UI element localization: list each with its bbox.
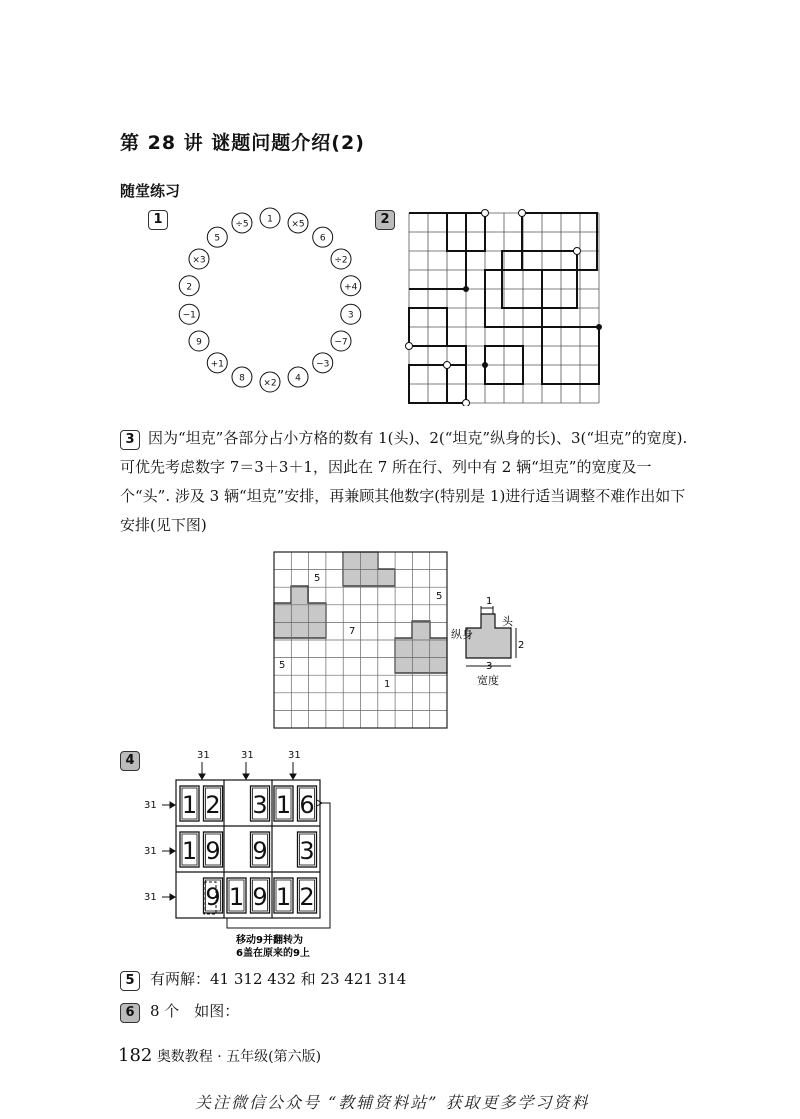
circle-number-item <box>341 276 361 296</box>
legend-side-value: 2 <box>518 640 525 651</box>
circle-number-item <box>189 249 209 269</box>
grid-puzzle-2 <box>402 206 607 406</box>
number-card <box>204 878 223 913</box>
dot-marker <box>482 362 488 368</box>
legend-bottom-value: 3 <box>486 661 493 672</box>
number-circle-diagram <box>170 205 370 395</box>
number-card <box>251 786 270 821</box>
svg-text:1: 1 <box>228 883 245 911</box>
number-card <box>274 878 293 913</box>
svg-text:−7: −7 <box>334 337 348 348</box>
circle-marker <box>406 343 413 350</box>
circle-number-item <box>331 249 351 269</box>
col-sum-label: 31 <box>241 750 254 761</box>
row-sum-label: 31 <box>144 892 157 903</box>
svg-text:3: 3 <box>299 837 315 865</box>
svg-text:−3: −3 <box>316 359 330 370</box>
square-path <box>502 251 577 308</box>
circle-marker <box>463 400 470 407</box>
dot-marker <box>463 286 469 292</box>
grid-number: 5 <box>436 591 443 602</box>
legend-head-label: 头 <box>502 615 513 628</box>
tank-grid <box>270 548 455 733</box>
circle-marker <box>574 248 581 255</box>
svg-text:−1: −1 <box>182 310 196 321</box>
square-path <box>542 327 599 384</box>
page-number: 182 <box>118 1045 153 1066</box>
svg-text:8: 8 <box>239 373 245 384</box>
problem-6-line: 6 8 个 如图： <box>120 1000 239 1023</box>
tank-shape <box>395 621 447 673</box>
number-card-grid <box>140 745 370 960</box>
circle-number-item <box>313 353 333 373</box>
circle-number-item <box>288 367 308 387</box>
square-path <box>485 270 542 327</box>
circle-number-item <box>260 208 280 228</box>
svg-text:1: 1 <box>275 883 292 911</box>
number-card <box>298 786 317 821</box>
svg-text:9: 9 <box>252 883 268 911</box>
square-path <box>522 213 597 270</box>
svg-text:9: 9 <box>205 883 221 911</box>
svg-text:2: 2 <box>186 282 193 293</box>
col-sum-label: 31 <box>288 750 301 761</box>
problem-5-line: 5 有两解：41 312 432 和 23 421 314 <box>120 968 406 991</box>
number-card <box>227 878 246 913</box>
legend-head-width: 1 <box>486 596 493 607</box>
page-footer <box>118 1045 321 1066</box>
circle-number-item <box>189 331 209 351</box>
number-card <box>204 832 223 867</box>
tank-shape <box>274 586 326 638</box>
svg-text:3: 3 <box>252 791 268 819</box>
svg-text:1: 1 <box>267 214 273 225</box>
watermark-text: 关注微信公众号 “教辅资料站” 获取更多学习资料 <box>195 1093 590 1112</box>
svg-text:+4: +4 <box>344 282 358 293</box>
number-card <box>298 832 317 867</box>
svg-text:+1: +1 <box>210 359 224 370</box>
svg-text:2: 2 <box>205 791 221 819</box>
circle-number-item <box>179 304 199 324</box>
svg-text:1: 1 <box>181 837 198 865</box>
svg-text:×5: ×5 <box>291 219 305 230</box>
problem-1-badge: 1 <box>148 208 168 230</box>
page-title: 第 28 讲 谜题问题介绍(2) <box>120 132 365 154</box>
number-card <box>251 878 270 913</box>
number-card <box>204 786 223 821</box>
book-title: 奥数教程 · 五年级(第六版) <box>156 1049 322 1065</box>
svg-text:9: 9 <box>252 837 268 865</box>
row-sum-label: 31 <box>144 800 157 811</box>
tank-legend <box>450 596 540 696</box>
svg-text:1: 1 <box>275 791 292 819</box>
grid-number: 5 <box>279 660 286 671</box>
problem-4-badge: 4 <box>120 749 140 771</box>
circle-number-item <box>232 367 252 387</box>
circle-number-item <box>179 276 199 296</box>
svg-text:5: 5 <box>214 233 221 244</box>
circle-marker <box>482 210 489 217</box>
problem-6-text: 8 个 如图： <box>150 1002 240 1020</box>
tank-shape <box>343 552 395 586</box>
svg-text:÷5: ÷5 <box>235 219 249 230</box>
grid-number: 1 <box>384 679 391 690</box>
col-sum-label: 31 <box>197 750 210 761</box>
legend-side-label: 纵身 <box>451 628 473 641</box>
problem-5-text: 有两解：41 312 432 和 23 421 314 <box>150 970 407 988</box>
svg-text:6: 6 <box>299 791 315 819</box>
grid-number: 5 <box>314 573 321 584</box>
circle-number-item <box>331 331 351 351</box>
legend-bottom-label: 宽度 <box>477 674 499 687</box>
number-card <box>251 832 270 867</box>
row-sum-label: 31 <box>144 846 157 857</box>
section-heading: 随堂练习 <box>120 182 181 200</box>
svg-text:×3: ×3 <box>192 255 206 266</box>
svg-text:6: 6 <box>319 233 326 244</box>
circle-number-item <box>207 227 227 247</box>
svg-text:9: 9 <box>205 837 221 865</box>
route-line <box>447 346 466 403</box>
svg-text:4: 4 <box>295 373 301 384</box>
problem-3-paragraph: 3 因为“坦克”各部分占小方格的数有 1(头)、2(“坦克”纵身的长)、3(“坦克”的宽度). 可优先考虑数字 7＝3＋3＋1，因此在 7 所在行、列中有 2 辆“坦克”的宽度及一个“头”. 涉及 3 辆“坦克”安排，再兼顾其他数字(特别是 1)进行适当调整不难作出如下安排(见下图) <box>120 429 688 534</box>
number-card <box>298 878 317 913</box>
grid-number: 7 <box>349 626 356 637</box>
note-line-1: 移动9并翻转为 <box>236 935 303 946</box>
circle-marker <box>444 362 451 369</box>
circle-number-item <box>207 353 227 373</box>
circle-number-item <box>313 227 333 247</box>
problem-3-text: 因为“坦克”各部分占小方格的数有 1(头)、2(“坦克”纵身的长)、3(“坦克”的宽度). 可优先考虑数字 7＝3＋3＋1，因此在 7 所在行、列中有 2 辆“坦克”的宽度及一个“头”. 涉及 3 辆“坦克”安排，再兼顾其他数字(特别是 1)进行适当调整不难作出如下安排(见下图) <box>120 429 688 534</box>
number-card <box>180 786 199 821</box>
svg-text:×2: ×2 <box>263 378 277 389</box>
svg-text:1: 1 <box>181 791 198 819</box>
svg-text:9: 9 <box>196 337 202 348</box>
svg-text:2: 2 <box>299 883 315 911</box>
svg-text:3: 3 <box>347 310 354 321</box>
circle-number-item <box>341 304 361 324</box>
circle-marker <box>519 210 526 217</box>
number-card <box>274 786 293 821</box>
svg-text:÷2: ÷2 <box>334 255 348 266</box>
note-line-2: 6盖在原来的9上 <box>236 948 310 959</box>
problem-2-badge: 2 <box>375 208 395 230</box>
circle-number-item <box>232 213 252 233</box>
dot-marker <box>596 324 602 330</box>
circle-number-item <box>260 372 280 392</box>
circle-number-item <box>288 213 308 233</box>
number-card <box>180 832 199 867</box>
